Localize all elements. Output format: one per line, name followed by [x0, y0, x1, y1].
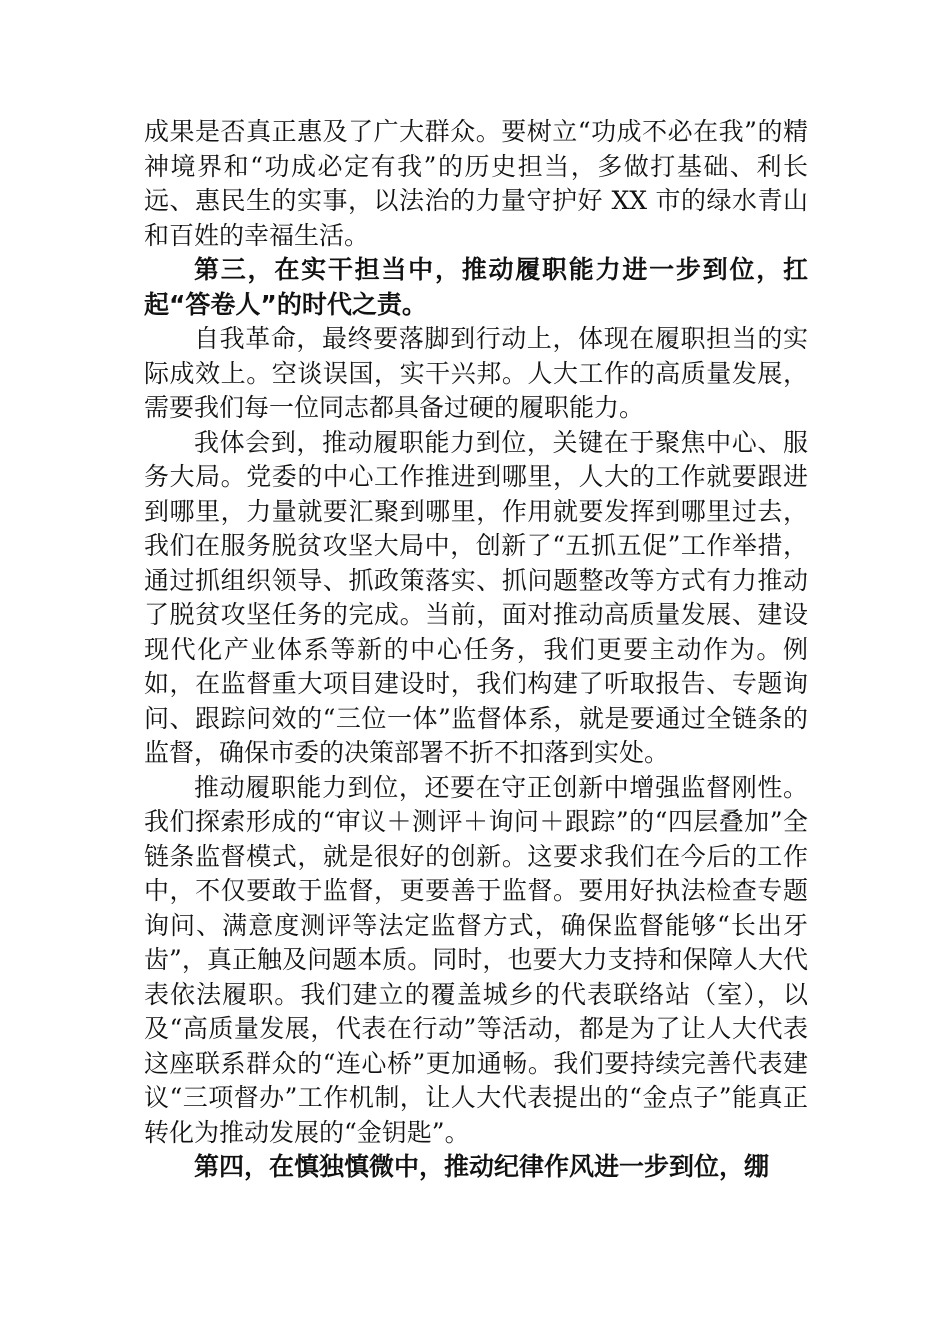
paragraph-self-revolution: 自我革命，最终要落脚到行动上，体现在履职担当的实际成效上。空谈误国，实干兴邦。人大工作的高质量发展，需要我们每一位同志都具备过硬的履职能力。 — [144, 324, 808, 422]
document-body — [144, 115, 808, 1185]
paragraph-focus-center: 我体会到，推动履职能力到位，关键在于聚焦中心、服务大局。党委的中心工作推进到哪里，人大的工作就要跟进到哪里，力量就要汇聚到哪里，作用就要发挥到哪里过去，我们在服务脱贫攻坚大局中，创新了“五抓五促”工作举措，通过抓组织领导、抓政策落实、抓问题整改等方式有力推动了脱贫攻坚任务的完成。当前，面对推动高质量发展、建设现代化产业体系等新的中心任务，我们更要主动作为。例如，在监督重大项目建设时，我们构建了听取报告、专题询问、跟踪问效的“三位一体”监督体系，就是要通过全链条的监督，确保市委的决策部署不折不扣落到实处。 — [144, 427, 808, 767]
paragraph-supervision-innovation: 推动履职能力到位，还要在守正创新中增强监督刚性。我们探索形成的“审议＋测评＋询问＋跟踪”的“四层叠加”全链条监督模式，就是很好的创新。这要求我们在今后的工作中，不仅要敢于监督，更要善于监督。要用好执法检查专题询问、满意度测评等法定监督方式，确保监督能够“长出牙齿”，真正触及问题本质。同时，也要大力支持和保障人大代表依法履职。我们建立的覆盖城乡的代表联络站（室），以及“高质量发展，代表在行动”等活动，都是为了让人大代表这座联系群众的“连心桥”更加通畅。我们要持续完善代表建议“三项督办”工作机制，让人大代表提出的“金点子”能真正转化为推动发展的“金钥匙”。 — [144, 772, 808, 1147]
paragraph-continuation: 成果是否真正惠及了广大群众。要树立“功成不必在我”的精神境界和“功成必定有我”的历史担当，多做打基础、利长远、惠民生的实事，以法治的力量守护好 XX 市的绿水青山和百姓的幸福生活。 — [144, 117, 808, 250]
section-heading-fourth: 第四，在慎独慎微中，推动纪律作风进一步到位，绷 — [194, 1152, 770, 1181]
section-heading-third: 第三，在实干担当中，推动履职能力进一步到位，扛起“答卷人”的时代之责。 — [144, 255, 808, 319]
